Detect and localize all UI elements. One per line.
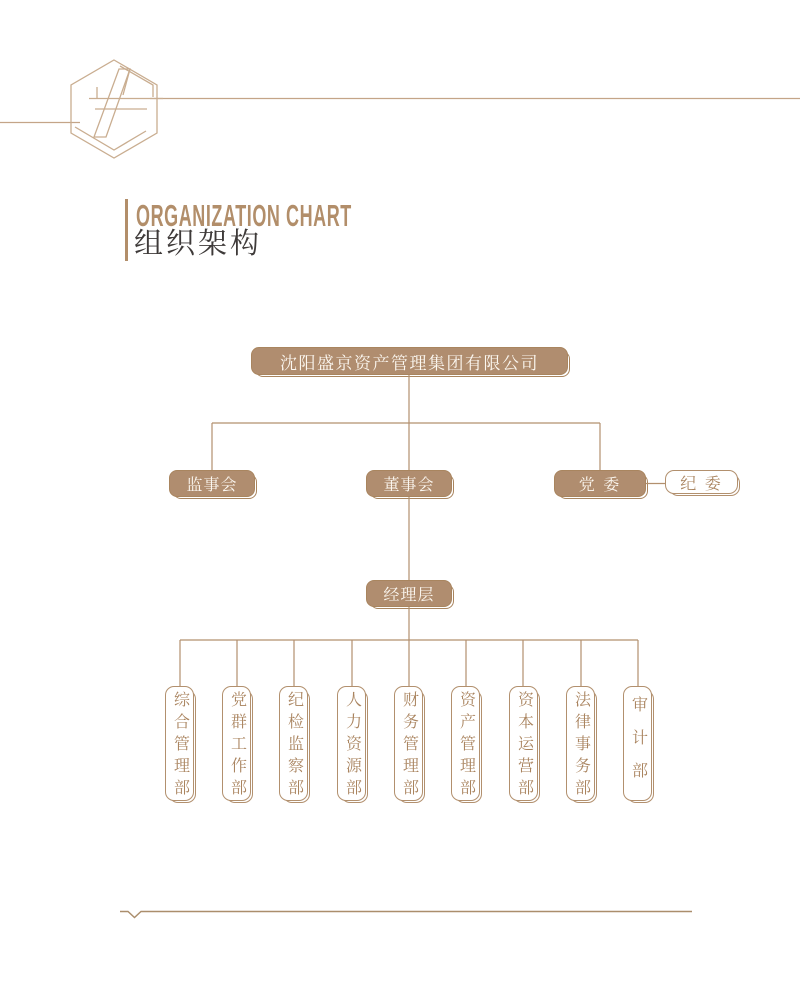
board-of-directors-box <box>366 470 452 497</box>
party-committee-label: 党 委 <box>578 477 622 494</box>
discipline-committee-box <box>665 470 738 494</box>
dept-finance-management-box: 财务管理部 <box>394 686 423 801</box>
supervisory-board-box <box>169 470 255 497</box>
footer-rule <box>120 912 692 918</box>
board-of-directors-label: 董事会 <box>383 477 435 494</box>
company-logo-icon <box>63 57 163 165</box>
dept-asset-management-box: 资产管理部 <box>451 686 480 801</box>
section-title-zh: 组织架构 <box>134 228 263 260</box>
dept-party-mass-work-box: 党群工作部 <box>222 686 251 801</box>
section-title-en: ORGANIZATION CHART <box>136 198 352 233</box>
party-committee-box <box>554 470 646 497</box>
management-level-box <box>366 580 452 607</box>
dept-discipline-inspection-box: 纪检监察部 <box>279 686 308 801</box>
management-level-label: 经理层 <box>383 587 435 604</box>
dept-legal-affairs-box: 法律事务部 <box>566 686 595 801</box>
dept-audit-box: 审计部 <box>623 686 652 801</box>
discipline-committee-label: 纪 委 <box>680 475 723 493</box>
dept-human-resources-box: 人力资源部 <box>337 686 366 801</box>
org-root-label: 沈阳盛京资产管理集团有限公司 <box>280 353 539 373</box>
dept-capital-operation-box: 资本运营部 <box>509 686 538 801</box>
org-root-box <box>251 347 568 375</box>
supervisory-board-label: 监事会 <box>186 477 238 494</box>
dept-general-management-box: 综合管理部 <box>165 686 194 801</box>
title-accent-bar <box>125 199 128 261</box>
